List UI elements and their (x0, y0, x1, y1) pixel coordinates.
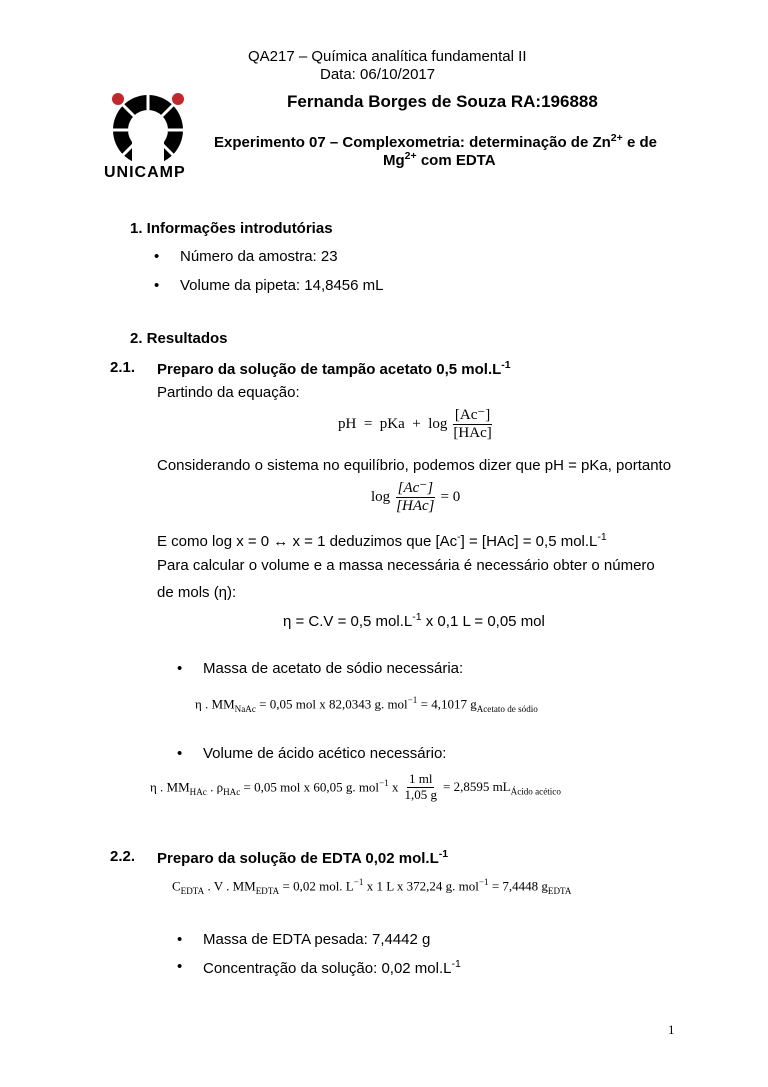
page-number: 1 (668, 1022, 675, 1037)
section-1-title: 1. Informações introdutórias (130, 220, 333, 237)
experiment-title-line2: $Mg^{2+}$ com EDTA (383, 150, 496, 169)
list-item: • Volume da pipeta: 14,8456 mL (180, 277, 383, 294)
section-2-1-number: 2.1. (110, 359, 136, 376)
equation-acetic-volume: η . $MM_{HAc}$ . $\rho_{HAc} = 0,05$ mol x 60,05 g. mol$^{-1}$ x $\frac{1 ml}{1,05 g}$ = 2,8595 $mL_{Ácido acético}$ (150, 771, 561, 802)
paragraph: Partindo da equação: (157, 384, 300, 401)
paragraph: de mols (η): (157, 584, 237, 601)
section-2-2-number: 2.2. (110, 848, 136, 865)
course-title: QA217 – Química analítica fundamental II (248, 48, 527, 65)
unicamp-logo (102, 88, 194, 180)
equation-edta-mass: $C_{EDTA}$ . V . $MM_{EDTA} = 0,02$ mol. $L^{-1}$ x 1 L x 372,24 g. mol$^{-1}$ = 7,4448 $g_{EDTA}$ (172, 877, 572, 896)
logo-text: UNICAMP (104, 164, 186, 181)
section-2-1-title: Preparo da solução de tampão acetato 0,5 $mol.L^{-1}$ (157, 359, 511, 378)
list-item: • Volume de ácido acético necessário: (203, 745, 446, 762)
section-2-2-title: Preparo da solução de EDTA 0,02 $mol.L^{-1}$ (157, 848, 449, 867)
author-line: Fernanda Borges de Souza RA:196888 (287, 92, 598, 111)
equation-mols: η = C.V = 0,5 $mol.L^{-1}$ x 0,1 L = 0,05 mol (283, 611, 545, 630)
list-item: • Massa de EDTA pesada: 7,4442 g (203, 931, 430, 948)
list-item: • Massa de acetato de sódio necessária: (203, 660, 463, 677)
date-line: Data: 06/10/2017 (320, 66, 436, 83)
equation-acetate-mass: η . $MM_{NaAc} = 0,05$ mol x 82,0343 g. mol$^{-1}$ = 4,1017 $g_{Acetato de sódio}$ (195, 695, 538, 714)
experiment-title-line1: Experimento 07 – Complexometria: determinação de $Zn^{2+}$ e de (214, 132, 657, 151)
equation-log: log $\frac{[Ac^-]}{\text{[HAc]}}$ = 0 (371, 480, 461, 515)
paragraph: Para calcular o volume e a massa necessária é necessário obter o número (157, 557, 655, 574)
list-item: • Concentração da solução: 0,02 $mol.L^{-1}$ (203, 958, 461, 977)
paragraph: E como log x = 0 ↔ x = 1 deduzimos que [Ac-] = [HAc] = 0,5 $mol.L^{-1}$ (157, 531, 607, 550)
equation-ph: pH = pKa + log $\frac{[Ac^-]}{\text{[HAc]}}$ (338, 407, 492, 442)
list-item: • Número da amostra: 23 (180, 248, 338, 265)
section-2-title: 2. Resultados (130, 330, 228, 347)
paragraph: Considerando o sistema no equilíbrio, podemos dizer que pH = pKa, portanto (157, 457, 672, 474)
